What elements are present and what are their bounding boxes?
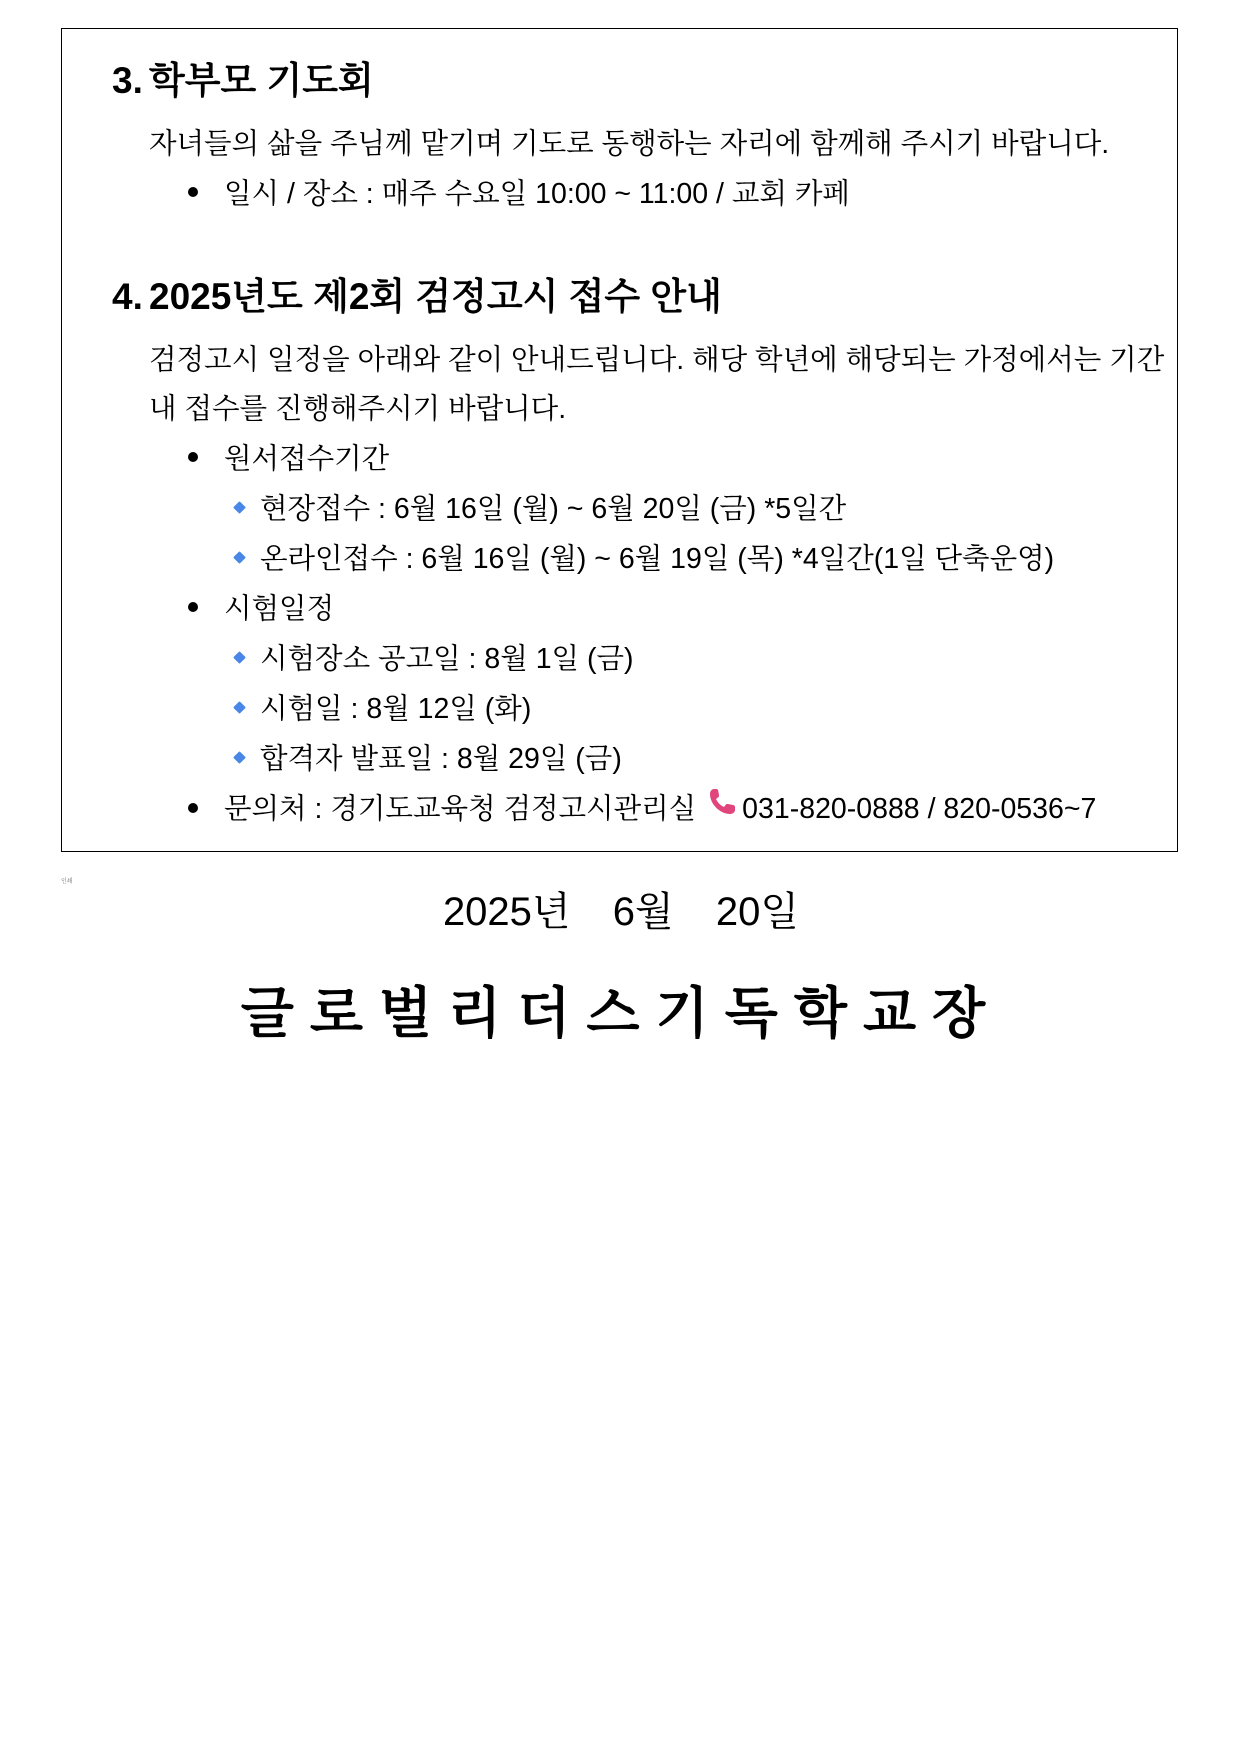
sub-list-item: [235, 489, 846, 529]
list-item: [188, 439, 389, 479]
sub-list-item: [235, 539, 1054, 579]
sub-list-item-text: 시험장소 공고일 : 8월 1일 (금): [260, 643, 634, 675]
list-item-contact: [188, 789, 1096, 832]
section-4-paragraph-line-1: 검정고시 일정을 아래와 같이 안내드립니다. 해당 학년에 해당되는 가정에서는 기간: [149, 344, 1165, 376]
diamond-bullet-icon: [233, 701, 246, 714]
list-item-text: 일시 / 장소 : 매주 수요일 10:00 ~ 11:00 / 교회 카페: [224, 178, 850, 210]
diamond-bullet-icon: [233, 551, 246, 564]
contact-label: 문의처 : 경기도교육청 검정고시관리실: [224, 793, 697, 826]
print-mark: 인쇄: [61, 879, 73, 885]
list-item-text: 시험일정: [224, 593, 335, 625]
diamond-bullet-icon: [233, 501, 246, 514]
section-3-paragraph: 자녀들의 삶을 주님께 맡기며 기도로 동행하는 자리에 함께해 주시기 바랍니다.: [149, 128, 1110, 160]
section-title: 2025년도 제2회 검정고시 접수 안내: [149, 276, 722, 317]
list-item-text: 원서접수기간: [224, 443, 390, 475]
section-4-paragraph-line-2: 내 접수를 진행해주시기 바랍니다.: [149, 393, 567, 425]
diamond-bullet-icon: [233, 651, 246, 664]
sub-list-item-text: 현장접수 : 6월 16일 (월) ~ 6월 20일 (금) *5일간: [260, 493, 847, 525]
school-signature: 글로벌리더스기독학교장: [240, 982, 1002, 1044]
section-number: 3.: [112, 60, 143, 101]
sub-list-item-text: 시험일 : 8월 12일 (화): [260, 693, 532, 725]
list-item: [188, 174, 850, 214]
section-3-heading: [112, 59, 374, 103]
diamond-bullet-icon: [233, 751, 246, 764]
document-date: 2025년 6월 20일: [442, 890, 800, 934]
bullet-dot-icon: [188, 452, 198, 462]
bullet-dot-icon: [188, 602, 198, 612]
sub-list-item: [235, 639, 634, 679]
bullet-dot-icon: [188, 187, 198, 197]
bullet-dot-icon: [188, 803, 198, 813]
sub-list-item: [235, 689, 531, 729]
sub-list-item: [235, 739, 622, 779]
sub-list-item-text: 온라인접수 : 6월 16일 (월) ~ 6월 19일 (목) *4일간(1일 단축운영): [260, 543, 1055, 575]
notice-box: [61, 28, 1178, 852]
phone-icon: [706, 786, 738, 829]
section-title: 학부모 기도회: [149, 60, 374, 101]
sub-list-item-text: 합격자 발표일 : 8월 29일 (금): [260, 743, 622, 775]
section-4-heading: [112, 275, 722, 319]
contact-phone: 031-820-0888 / 820-0536~7: [742, 793, 1097, 826]
list-item: [188, 589, 334, 629]
section-number: 4.: [112, 276, 143, 317]
